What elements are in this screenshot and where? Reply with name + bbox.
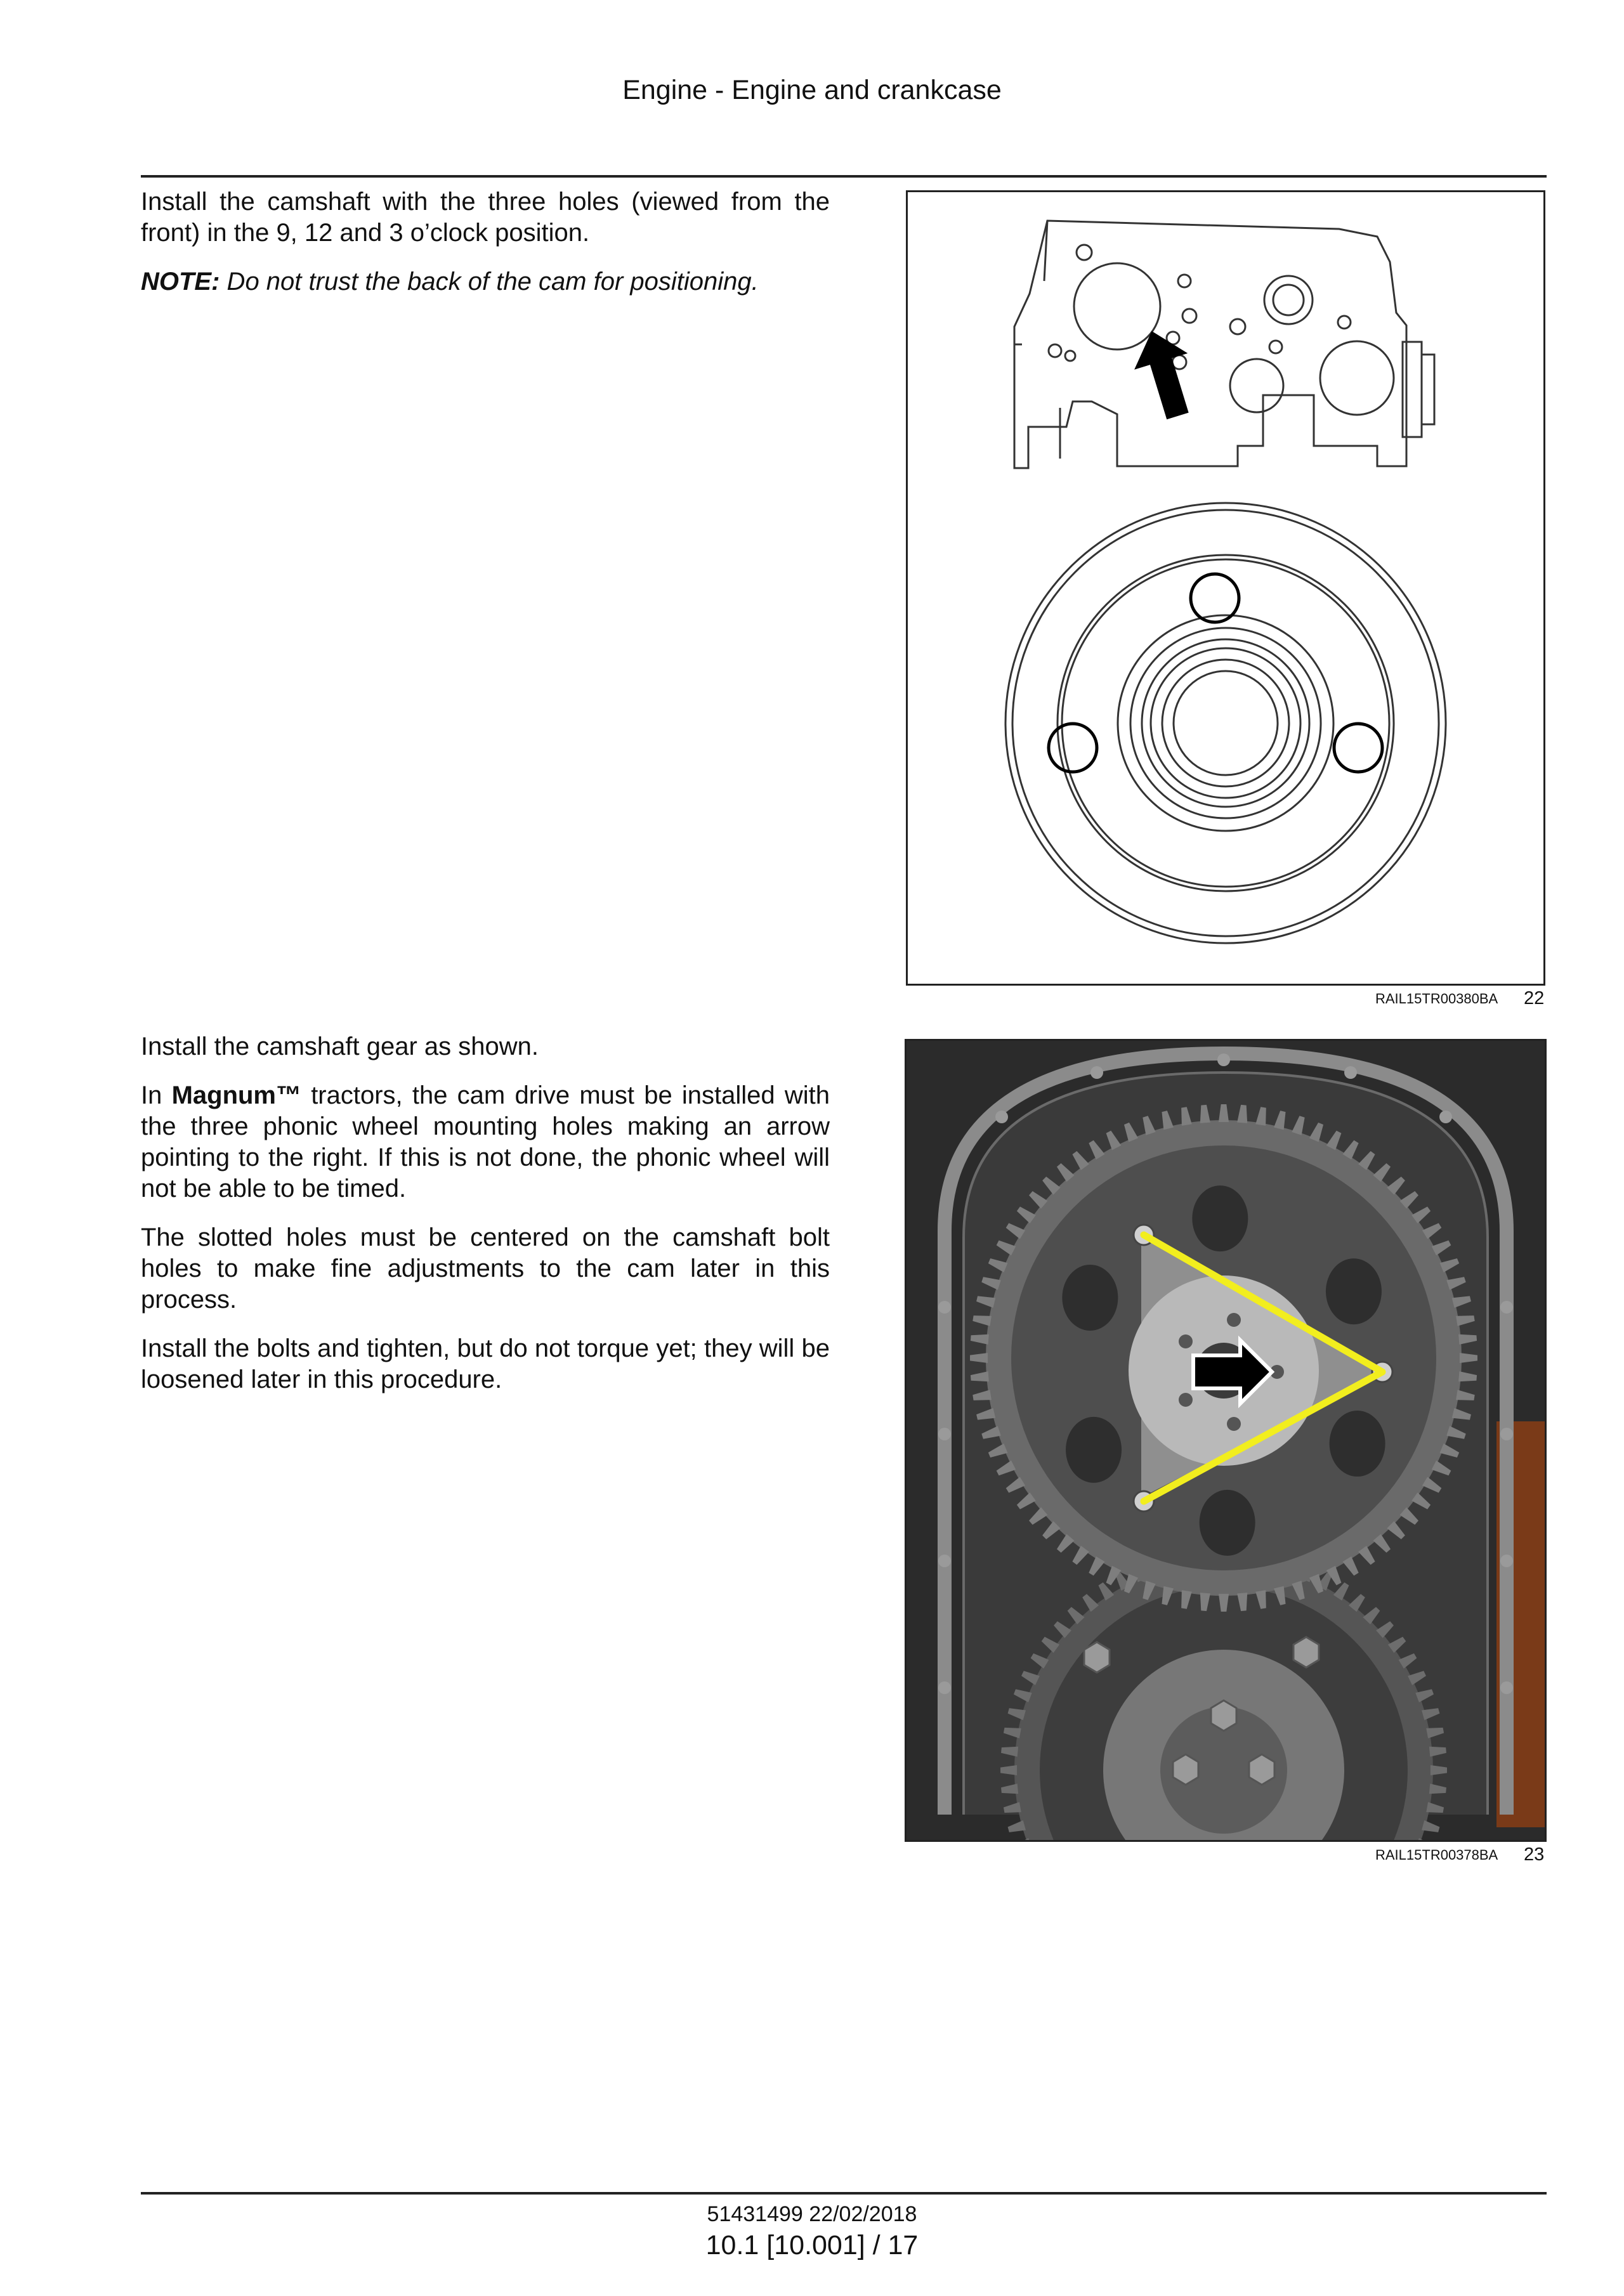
bolt <box>1084 1642 1110 1673</box>
figure-23-code: RAIL15TR00378BA <box>1375 1847 1498 1863</box>
bore-circle <box>1074 263 1160 349</box>
hole-circle <box>1178 275 1191 287</box>
gasket-bolt <box>1500 1301 1513 1314</box>
bolt <box>1249 1754 1274 1785</box>
hole-circle <box>1077 245 1092 260</box>
note-label: NOTE: <box>141 268 220 296</box>
bolt <box>1173 1754 1198 1785</box>
figure-22-code: RAIL15TR00380BA <box>1375 991 1498 1007</box>
step-2-p1: Install the camshaft gear as shown. <box>141 1033 539 1060</box>
page-number: 10.1 [10.001] / 17 <box>705 2230 919 2260</box>
gasket-bolt <box>1500 1681 1513 1694</box>
engine-block-outline <box>1014 221 1406 468</box>
gear-web-hole <box>1326 1258 1382 1324</box>
step-2-text <box>141 1031 830 1413</box>
step-2-p4: Install the bolts and tighten, but do not torque yet; they will be loosened later in this procedure. <box>141 1334 830 1393</box>
bolt <box>1211 1700 1236 1731</box>
gasket-bolt <box>938 1555 951 1567</box>
gasket-bolt <box>995 1111 1008 1123</box>
footer-rule <box>141 2192 1547 2195</box>
gear-web-hole <box>1200 1490 1255 1556</box>
step-1-instruction: Install the camshaft with the three holes (viewed from the front) in the 9, 12 and 3 o’clock position. <box>141 188 830 247</box>
step-1-text <box>141 186 830 315</box>
gear-web-hole <box>1066 1417 1122 1483</box>
hole-circle <box>1338 316 1351 329</box>
figure-camshaft-drawing <box>906 190 1545 986</box>
document-id: 51431499 22/02/2018 <box>707 2202 917 2226</box>
p2-suffix: tractors, the cam drive must be installed with the three phonic wheel mounting holes making an arrow pointing to the right. If this is not done, the phonic wheel will not be able to be timed. <box>141 1081 830 1203</box>
gasket-bolt <box>938 1301 951 1314</box>
hole-3-oclock <box>1334 724 1382 772</box>
hole-circle <box>1230 319 1245 334</box>
figure-22-number: 22 <box>1524 988 1545 1008</box>
figure-camshaft-gear-photo <box>905 1039 1547 1842</box>
bolt <box>1293 1637 1319 1667</box>
header-rule <box>141 175 1547 178</box>
note-text: Do not trust the back of the cam for positioning. <box>219 268 759 296</box>
gear-web-hole <box>1330 1411 1385 1477</box>
bore-circle <box>1320 341 1394 415</box>
step-1-note <box>141 266 830 297</box>
step-2-p3: The slotted holes must be centered on the camshaft bolt holes to make fine adjustments to the cam later in this process. <box>141 1223 830 1314</box>
gasket-bolt <box>1090 1066 1103 1079</box>
bore-circle <box>1273 285 1304 315</box>
figure-23-number: 23 <box>1524 1844 1545 1865</box>
hole-circle <box>1049 344 1061 357</box>
connector <box>1422 355 1434 424</box>
gasket-bolt <box>1344 1066 1357 1079</box>
bore-circle <box>1264 276 1313 324</box>
hole-circle <box>1269 341 1282 353</box>
page-header: Engine - Engine and crankcase <box>622 75 1002 105</box>
hole-9-oclock <box>1049 724 1097 772</box>
p2-prefix: In <box>141 1081 172 1109</box>
camshaft-line-drawing <box>908 192 1543 984</box>
bore-circle <box>1230 359 1283 412</box>
gasket-bolt <box>1217 1053 1230 1066</box>
hole-circle <box>1182 309 1196 323</box>
gasket-bolt <box>1500 1428 1513 1440</box>
step-2-p2 <box>141 1080 830 1204</box>
up-arrow-icon <box>1125 323 1204 424</box>
gasket-bolt <box>1500 1555 1513 1567</box>
gear-web-hole <box>1062 1265 1118 1331</box>
gear-web-hole <box>1192 1185 1248 1251</box>
camshaft-gear-photo <box>907 1041 1545 1840</box>
gasket-bolt <box>938 1428 951 1440</box>
gasket-bolt <box>1439 1111 1452 1123</box>
brand-name: Magnum™ <box>171 1081 301 1109</box>
hole-circle <box>1065 351 1075 361</box>
gasket-bolt <box>938 1681 951 1694</box>
